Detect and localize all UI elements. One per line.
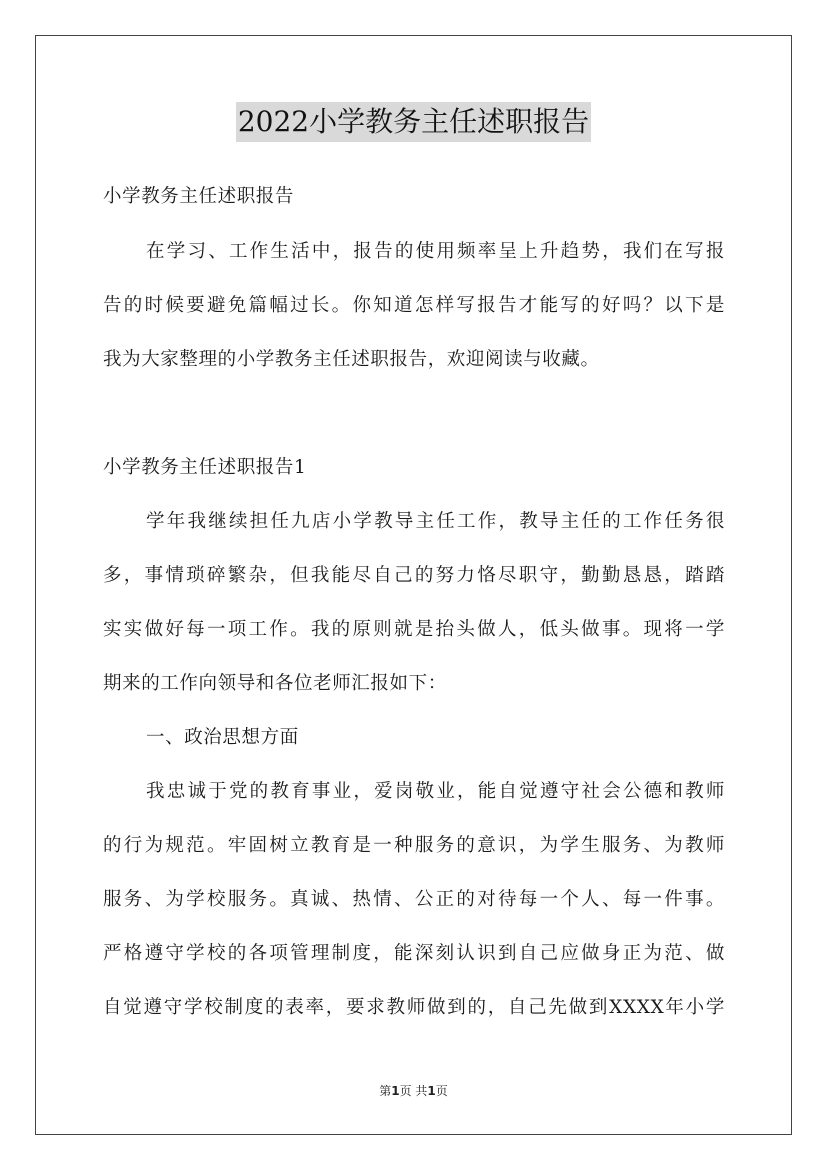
subsection-line-3: 服务、为学校服务。真诚、热情、公正的对待每一个人、每一件事。 (103, 889, 725, 910)
subsection-line-2: 的行为规范。牢固树立教育是一种服务的意识，为学生服务、为教师 (103, 835, 725, 856)
document-subtitle: 小学教务主任述职报告 (103, 186, 295, 207)
subsection-line-1: 我忠诚于党的教育事业，爱岗敬业，能自觉遵守社会公德和教师 (146, 781, 725, 802)
subsection-line-5: 自觉遵守学校制度的表率，要求教师做到的，自己先做到XXXX年小学 (103, 997, 725, 1018)
subsection-line-4: 严格遵守学校的各项管理制度，能深刻认识到自己应做身正为范、做 (103, 943, 725, 964)
footer-suffix: 页 (435, 1084, 448, 1098)
section-line-2: 多，事情琐碎繁杂，但我能尽自己的努力恪尽职守，勤勤恳恳，踏踏 (103, 565, 725, 586)
footer-current-page: 1 (391, 1084, 400, 1098)
intro-line-3: 我为大家整理的小学教务主任述职报告，欢迎阅读与收藏。 (103, 349, 600, 370)
document-title: 2022小学教务主任述职报告 (236, 102, 591, 142)
footer-prefix: 第 (379, 1084, 392, 1098)
title-container (0, 102, 827, 142)
page-footer (0, 1082, 827, 1099)
intro-line-2: 告的时候要避免篇幅过长。你知道怎样写报告才能写的好吗？以下是 (103, 295, 725, 316)
footer-total-pages: 1 (427, 1084, 436, 1098)
section-line-3: 实实做好每一项工作。我的原则就是抬头做人，低头做事。现将一学 (103, 619, 725, 640)
subsection-heading: 一、政治思想方面 (146, 727, 299, 748)
section-line-4: 期来的工作向领导和各位老师汇报如下： (103, 673, 447, 694)
intro-line-1: 在学习、工作生活中，报告的使用频率呈上升趋势，我们在写报 (146, 241, 725, 262)
section-heading: 小学教务主任述职报告1 (103, 457, 307, 478)
section-line-1: 学年我继续担任九店小学教导主任工作，教导主任的工作任务很 (146, 511, 725, 532)
footer-mid: 页 共 (399, 1084, 428, 1098)
